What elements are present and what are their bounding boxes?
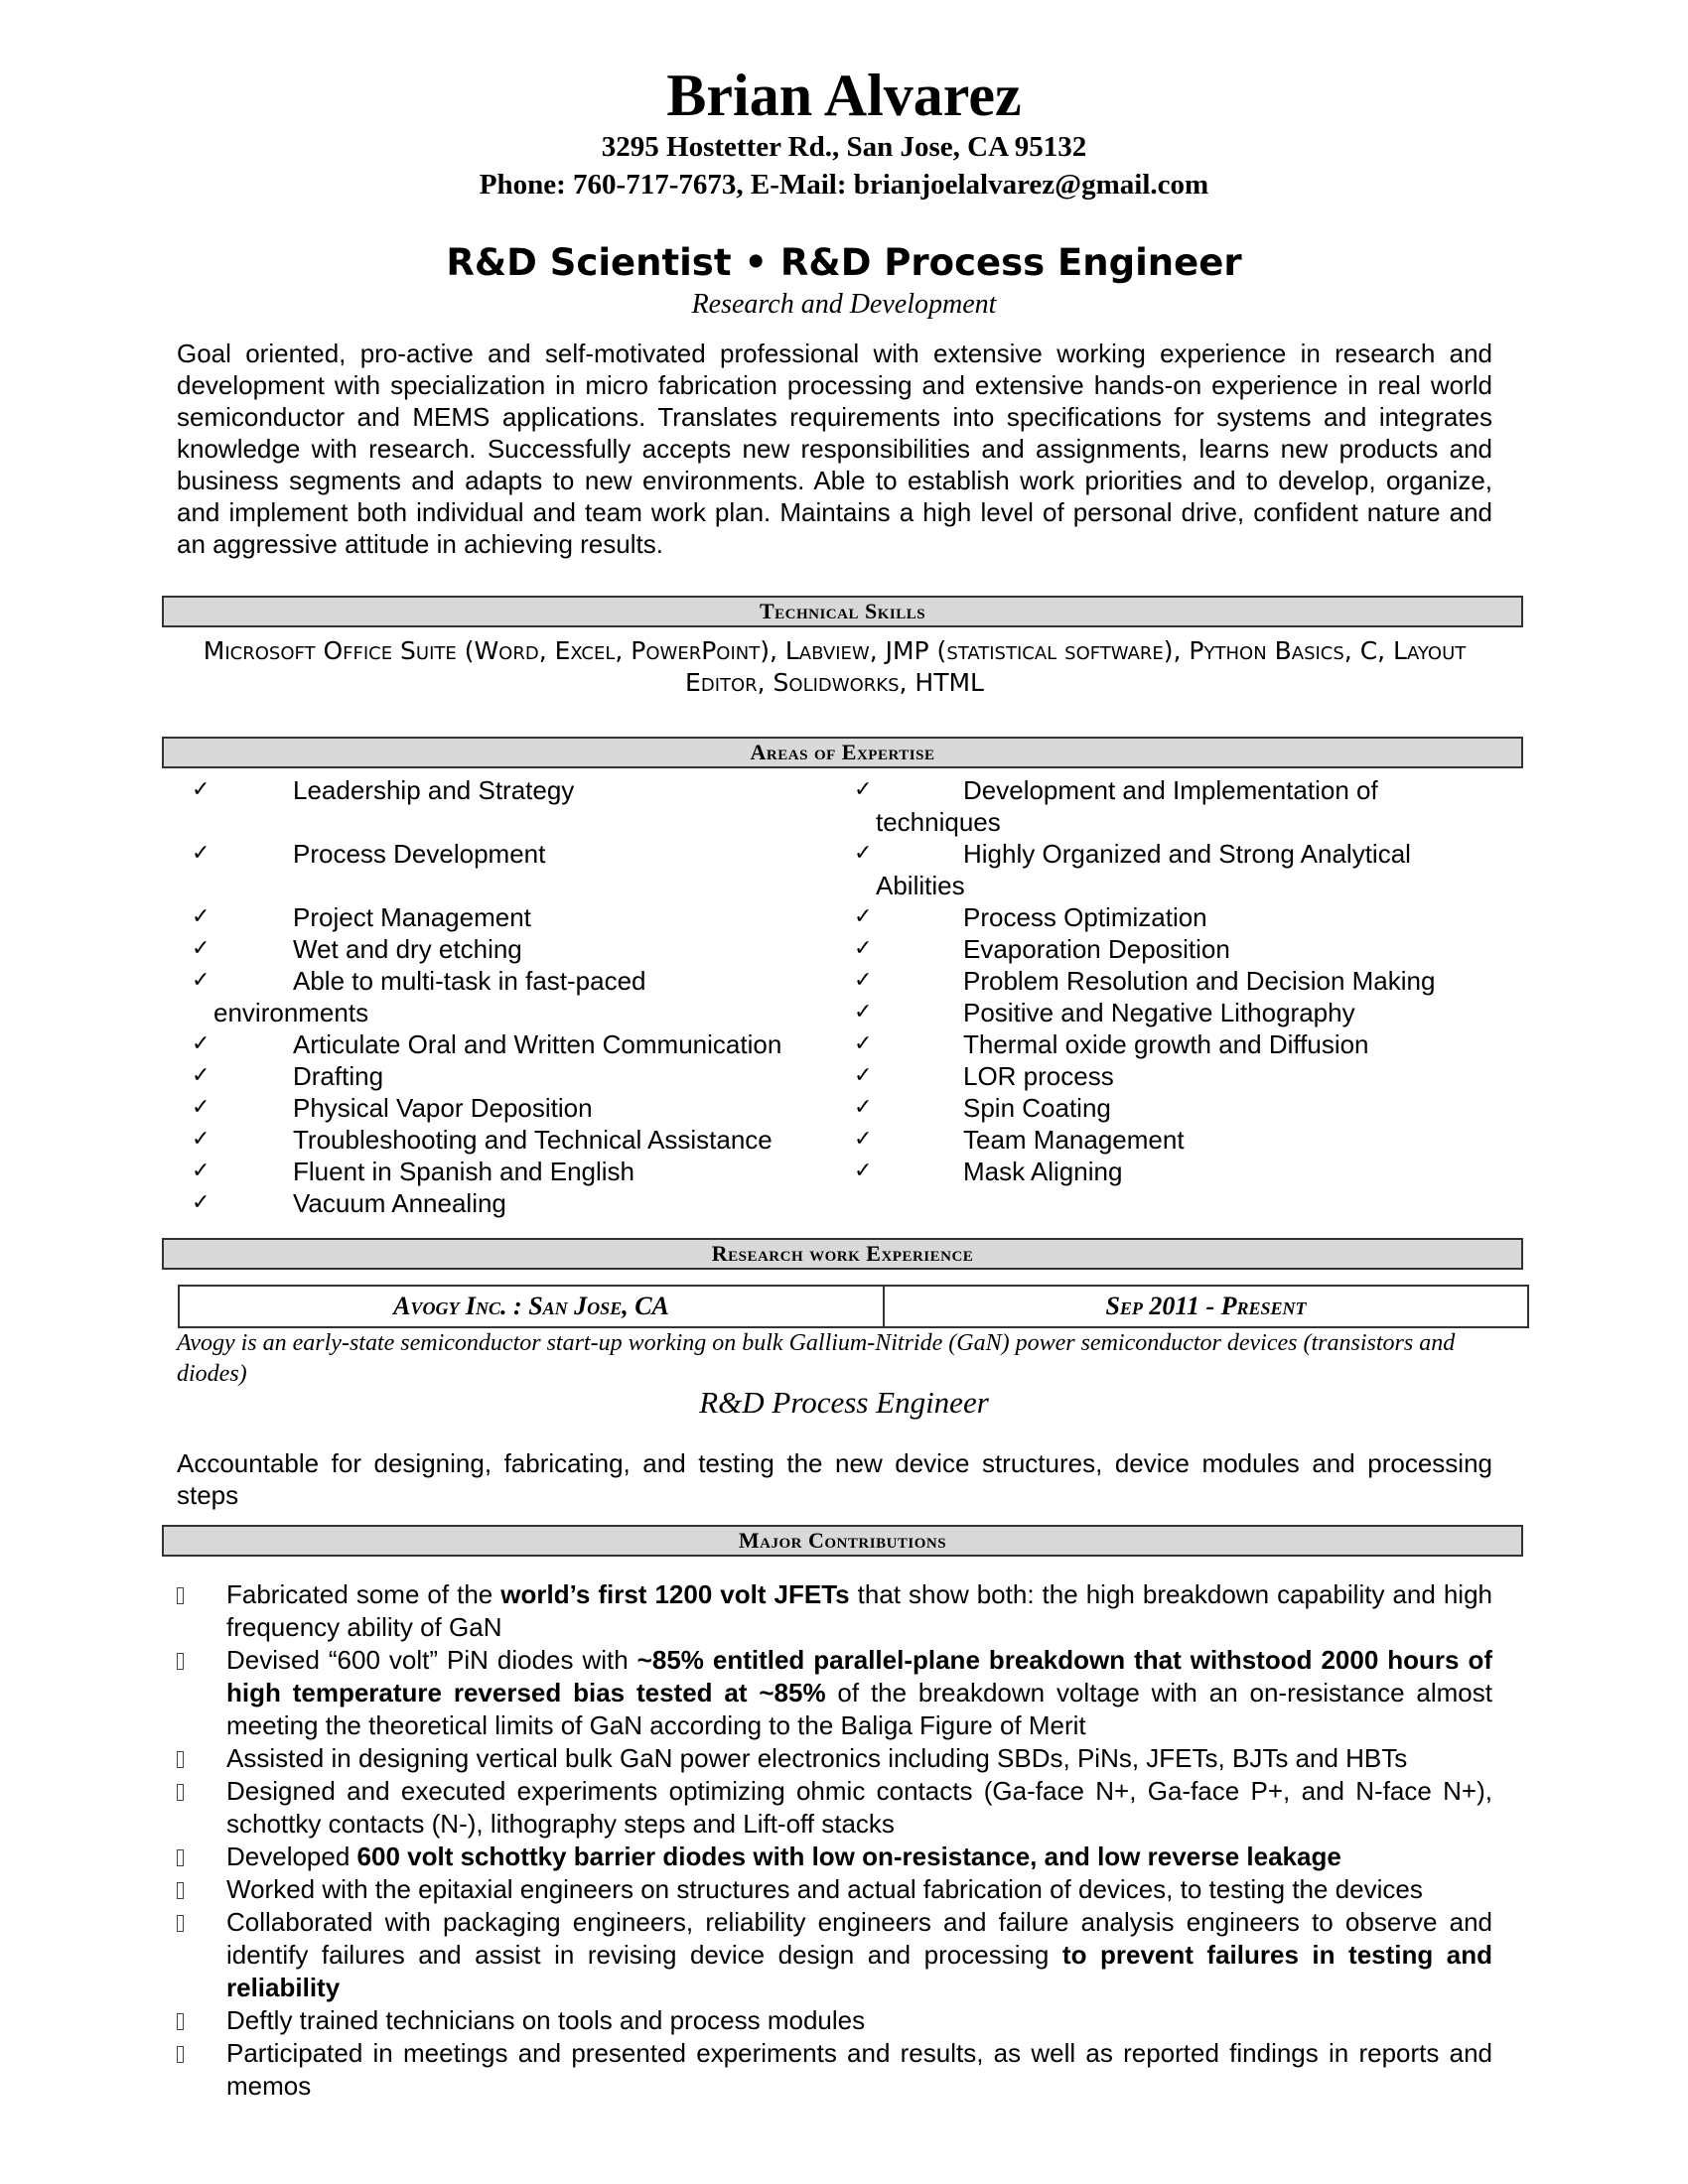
contact-info: Phone: 760-717-7673, E-Mail: brianjoelalvarez@gmail.com xyxy=(479,169,1209,201)
role-title: R&D Process Engineer xyxy=(699,1385,989,1420)
expertise-item: ✓ Physical Vapor Deposition xyxy=(192,1093,593,1123)
expertise-item: ✓ LOR process xyxy=(854,1061,1114,1091)
contribution-item: Assisted in designing vertical bulk GaN power electronics including SBDs, PiNs, JFETs, BJTs and HBTs xyxy=(177,1742,1492,1775)
bullet-icon xyxy=(177,2046,184,2063)
checkmark-icon: ✓ xyxy=(192,1031,211,1056)
employer-description: Avogy is an early-state semiconductor start-up working on bulk Gallium-Nitride (GaN) power semiconductor devices (transistors and diodes) xyxy=(177,1330,1456,1387)
contribution-item: Participated in meetings and presented experiments and results, as well as reported findings in reports and memos xyxy=(177,2037,1492,2103)
contribution-item: Deftly trained technicians on tools and process modules xyxy=(177,2004,1492,2037)
role-description: Accountable for designing, fabricating, and testing the new device structures, device modules and processing steps xyxy=(177,1448,1492,1510)
expertise-item: ✓ Leadership and Strategy xyxy=(192,775,575,805)
bullet-icon xyxy=(177,1784,184,1801)
checkmark-icon: ✓ xyxy=(192,968,211,993)
contribution-item: Designed and executed experiments optimizing ohmic contacts (Ga-face N+, Ga-face P+, and N-face N+), schottky contacts (N-), lithography steps and Lift-off stacks xyxy=(177,1775,1492,1841)
technical-skills-list: Microsoft Office Suite (Word, Excel, PowerPoint), Labview, JMP (statistical software), Python Basics, C, Layout Editor, Solidworks, HTML xyxy=(203,636,1467,697)
checkmark-icon: ✓ xyxy=(192,777,211,802)
expertise-item: ✓ Articulate Oral and Written Communication xyxy=(192,1029,782,1059)
section-header-areas-of-expertise: Areas of Expertise xyxy=(162,737,1523,768)
checkmark-icon: ✓ xyxy=(854,904,873,929)
contributions-list xyxy=(177,1578,1492,2103)
checkmark-icon: ✓ xyxy=(192,841,211,866)
checkmark-icon: ✓ xyxy=(192,904,211,929)
checkmark-icon: ✓ xyxy=(854,968,873,993)
checkmark-icon: ✓ xyxy=(192,1190,211,1215)
expertise-item: ✓ Fluent in Spanish and English xyxy=(192,1157,635,1186)
job-subtitle: Research and Development xyxy=(691,289,997,320)
expertise-item: ✓ Highly Organized and Strong Analytical Abilities xyxy=(854,839,1411,900)
bullet-icon xyxy=(177,1653,184,1670)
expertise-item: ✓ Able to multi-task in fast-paced environments xyxy=(192,966,646,1027)
checkmark-icon: ✓ xyxy=(854,1063,873,1088)
checkmark-icon: ✓ xyxy=(192,1095,211,1120)
checkmark-icon: ✓ xyxy=(854,1031,873,1056)
expertise-item: ✓ Drafting xyxy=(192,1061,384,1091)
checkmark-icon: ✓ xyxy=(192,936,211,961)
employer-table xyxy=(178,1285,1529,1328)
contribution-item: Worked with the epitaxial engineers on structures and actual fabrication of devices, to testing the devices xyxy=(177,1873,1492,1906)
expertise-item: ✓ Project Management xyxy=(192,902,531,932)
expertise-left-column xyxy=(192,774,847,1219)
address: 3295 Hostetter Rd., San Jose, CA 95132 xyxy=(601,131,1087,163)
expertise-item: ✓ Mask Aligning xyxy=(854,1157,1123,1186)
job-title: R&D Scientist • R&D Process Engineer xyxy=(446,241,1242,284)
expertise-item: ✓ Spin Coating xyxy=(854,1093,1111,1123)
employment-dates: Sep 2011 - Present xyxy=(1105,1292,1307,1320)
checkmark-icon: ✓ xyxy=(854,1095,873,1120)
bullet-icon xyxy=(177,1587,184,1604)
section-header-major-contributions: Major Contributions xyxy=(162,1525,1523,1557)
checkmark-icon: ✓ xyxy=(192,1159,211,1183)
checkmark-icon: ✓ xyxy=(854,841,873,866)
bullet-icon xyxy=(177,1849,184,1866)
expertise-item: ✓ Vacuum Annealing xyxy=(192,1188,506,1218)
checkmark-icon: ✓ xyxy=(192,1063,211,1088)
contribution-item: Fabricated some of the world’s first 1200 volt JFETs that show both: the high breakdown capability and high frequency ability of GaN xyxy=(177,1578,1492,1644)
checkmark-icon: ✓ xyxy=(854,777,873,802)
expertise-item: ✓ Positive and Negative Lithography xyxy=(854,998,1355,1027)
expertise-item: ✓ Thermal oxide growth and Diffusion xyxy=(854,1029,1369,1059)
section-header-technical-skills: Technical Skills xyxy=(162,596,1523,627)
contribution-item: Devised “600 volt” PiN diodes with ~85% entitled parallel-plane breakdown that withstood 2000 hours of high temperature reversed bias tested at ~85% of the breakdown voltage with an on-resistance almost meeting the theoretical limits of GaN according to the Baliga Figure of Merit xyxy=(177,1644,1492,1742)
bullet-icon xyxy=(177,2013,184,2030)
expertise-item: ✓ Team Management xyxy=(854,1125,1185,1155)
professional-summary: Goal oriented, pro-active and self-motivated professional with extensive working experience in research and development with specialization in micro fabrication processing and extensive hands-on experience in real world semiconductor and MEMS applications. Translates requirements into specifications for systems and integrates knowledge with research. Successfully accepts new responsibilities and assignments, learns new products and business segments and adapts to new environments. Able to establish work priorities and to develop, organize, and implement both individual and team work plan. Maintains a high level of personal drive, confident nature and an aggressive attitude in achieving results. xyxy=(177,339,1492,559)
bullet-icon xyxy=(177,1915,184,1932)
section-header-research-experience: Research work Experience xyxy=(162,1238,1523,1270)
bullet-icon xyxy=(177,1882,184,1899)
bullet-icon xyxy=(177,1751,184,1768)
expertise-right-column xyxy=(854,774,1509,1187)
expertise-item: ✓ Development and Implementation of techniques xyxy=(854,775,1378,837)
expertise-item: ✓ Problem Resolution and Decision Making xyxy=(854,966,1436,996)
expertise-item: ✓ Process Optimization xyxy=(854,902,1207,932)
checkmark-icon: ✓ xyxy=(854,936,873,961)
checkmark-icon: ✓ xyxy=(192,1127,211,1152)
candidate-name: Brian Alvarez xyxy=(666,63,1022,128)
checkmark-icon: ✓ xyxy=(854,1000,873,1024)
checkmark-icon: ✓ xyxy=(854,1127,873,1152)
contribution-item: Collaborated with packaging engineers, reliability engineers and failure analysis engineers to observe and identify failures and assist in revising device design and processing to prevent failures in testing and reliability xyxy=(177,1906,1492,2004)
expertise-item: ✓ Process Development xyxy=(192,839,546,869)
contribution-item: Developed 600 volt schottky barrier diodes with low on-resistance, and low reverse leakage xyxy=(177,1841,1492,1873)
expertise-item: ✓ Evaporation Deposition xyxy=(854,934,1230,964)
checkmark-icon: ✓ xyxy=(854,1159,873,1183)
expertise-item: ✓ Wet and dry etching xyxy=(192,934,522,964)
expertise-item: ✓ Troubleshooting and Technical Assistance xyxy=(192,1125,773,1155)
employer-name: Avogy Inc. : San Jose, CA xyxy=(180,1287,885,1326)
